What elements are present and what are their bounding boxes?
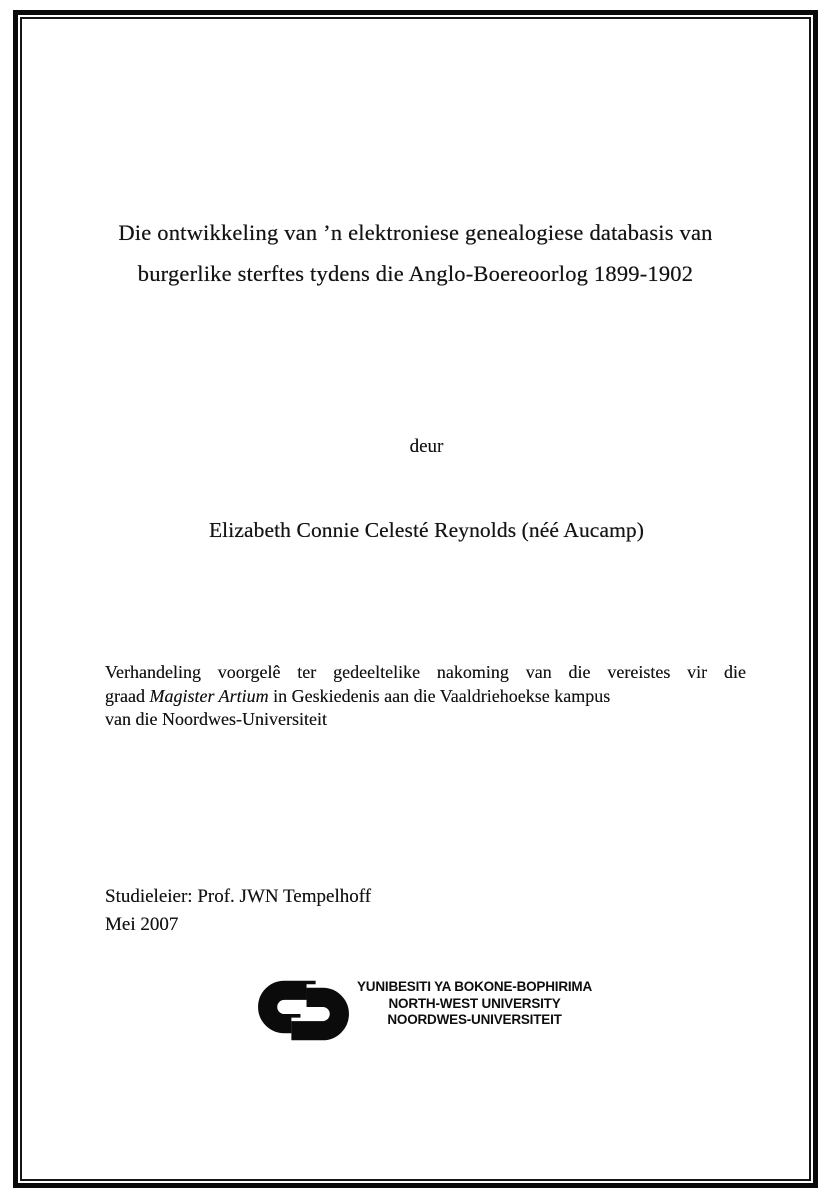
submission-line-2-prefix: graad: [105, 685, 150, 706]
logo-text-english: NORTH-WEST UNIVERSITY: [388, 995, 561, 1011]
supervisor-block: [105, 883, 371, 939]
degree-name-italic: Magister Artium: [149, 685, 269, 706]
logo-text-setswana: YUNIBESITI YA BOKONE-BOPHIRIMA: [357, 979, 593, 994]
thesis-title-line-2: burgerlike sterftes tydens die Anglo-Boereoorlog 1899-1902: [137, 261, 694, 286]
thesis-title: [0, 212, 831, 294]
university-logo: [253, 976, 592, 1045]
byline-label: deur: [409, 436, 444, 457]
supervisor-line: Studieleier: Prof. JWN Tempelhoff: [105, 886, 372, 907]
logo-text-afrikaans: NOORDWES-UNIVERSITEIT: [387, 1012, 562, 1027]
thesis-title-line-1: Die ontwikkeling van ’n elektroniese genealogiese databasis van: [118, 220, 713, 245]
submission-statement: [105, 661, 746, 732]
nwu-chainlink-logo-icon: [253, 976, 354, 1045]
date-line: Mei 2007: [105, 914, 179, 935]
submission-line-2: [105, 685, 746, 709]
submission-line-3: van die Noordwes-Universiteit: [105, 709, 327, 729]
author-name: Elizabeth Connie Celesté Reynolds (néé Aucamp): [208, 518, 645, 542]
university-logo-wordmark: [357, 979, 592, 1029]
submission-line-1: Verhandeling voorgelê ter gedeeltelike nakoming van die vereistes vir die: [105, 662, 746, 682]
submission-line-2-suffix: in Geskiedenis aan die Vaaldriehoekse kampus: [268, 685, 611, 706]
